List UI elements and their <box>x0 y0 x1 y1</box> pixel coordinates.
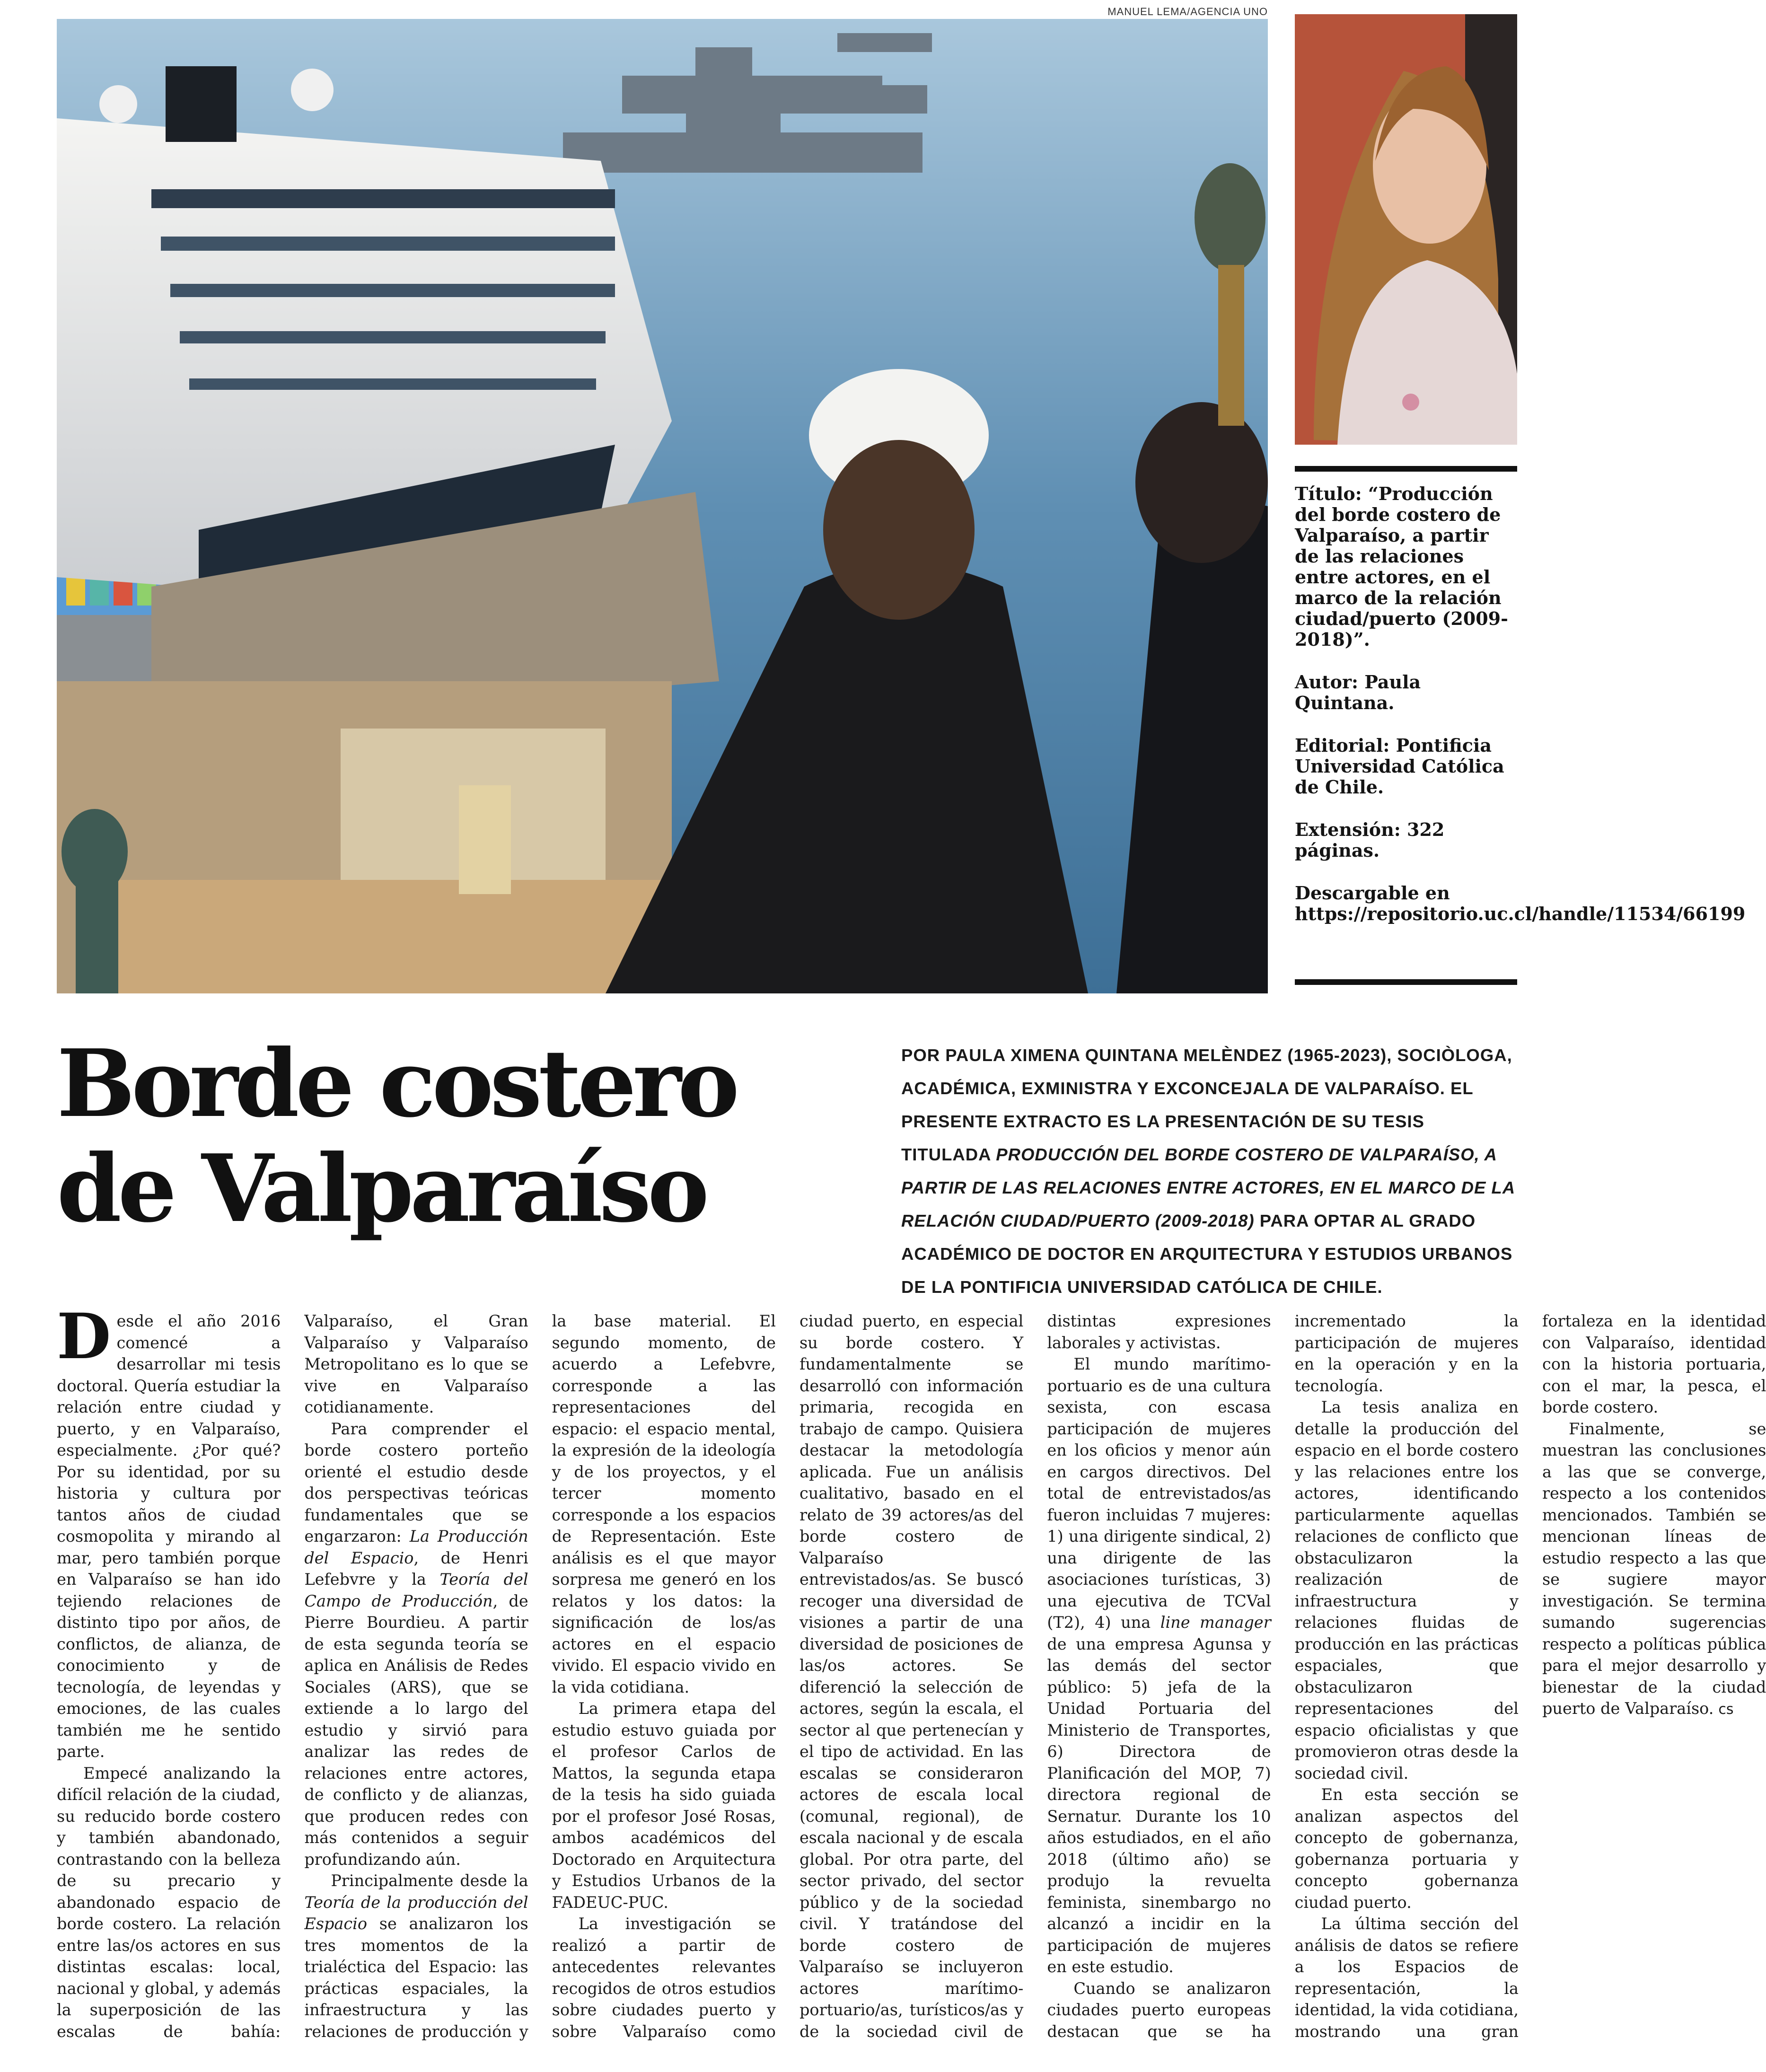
paragraph-1: Desde el año 2016 comencé a desarrollar mi tesis doctoral. Quería estudiar la relación entre ciudad y puerto, y en Valparaíso, especialmente. ¿Por qué? Por su identidad, por su historia y cultura por tantos años de ciudad cosmopolita y mirando al mar, pero también porque en Valparaíso se han ido tejiendo relaciones de distinto tipo por años, de conflictos, de alianza, de conocimiento y de tecnología, de leyendas y emociones, de las cuales también me he sentido parte. <box>57 1300 281 1761</box>
paragraph-4: Principalmente desde la Teoría de la producción del Espacio se analizaron los tres momentos de la trialéctica del Espacio: las prácticas espaciales, la infraestructura y las relaciones de producción y la base material. El segundo momento, de acuerdo a Lefebvre, corresponde a las representaciones del espacio: el espacio mental, la expresión de la ideología y de los proyectos, y el tercer momento corresponde a los espacios de Representación. Este análisis es el que mayor sorpresa me generó en los relatos y los datos: la significación de los/as actores en el espacio vivido. El espacio vivido en la vida cotidiana. <box>304 1312 776 2041</box>
author-portrait <box>1295 14 1517 445</box>
paragraph-5: La primera etapa del estudio estuvo guiada por el profesor Carlos de Mattos, la segunda etapa de la tesis ha sido guiada por el profesor José Rosas, ambos académicos del Doctorado en Arquitectura y Estudios Urbanos de la FADEUC-PUC. <box>552 1699 776 1912</box>
paragraph-9: La tesis analiza en detalle la producción del espacio en el borde costero y las relaciones entre los actores, identificando particularmente aquellas relaciones de conflicto que obstaculizaron la realización de infraestructura y relaciones fluidas de producción en las prácticas espaciales, que obstaculizaron representaciones del espacio oficialistas y que promovieron otras desde la sociedad civil. <box>1294 1398 1519 1782</box>
paragraph-12: Finalmente, se muestran las conclusiones a las que se converge, respecto a los contenidos mencionados. También se mencionan líneas de estudio respecto a las que se sugiere mayor investigación. Se termina sumando sugerencias respecto a políticas pública para el mejor desarrollo y bienestar de la ciudad puerto de Valparaíso. cs <box>1542 1419 1766 1718</box>
sidebar-bottom-rule <box>1295 979 1517 985</box>
headline-line-2: de Valparaíso <box>57 1134 706 1243</box>
photo-credit: MANUEL LEMA/AGENCIA UNO <box>1107 6 1268 18</box>
book-title: Título: “Producción del borde costero de Valparaíso, a partir de las relaciones entre actores, en el marco de la relación ciudad/puerto (2009-2018)”. <box>1295 483 1508 650</box>
intro-part-2: PARA OPTAR AL GRADO ACADÉMICO DE DOCTOR EN ARQUITECTURA Y ESTUDIOS URBANOS DE LA PONTIFICIA UNIVERSIDAD CATÓLICA DE CHILE. <box>901 1211 1513 1297</box>
book-length: Extensión: 322 páginas. <box>1295 819 1445 861</box>
book-author: Autor: Paula Quintana. <box>1295 671 1421 713</box>
paragraph-2: Empecé analizando la difícil relación de la ciudad, su reducido borde costero y también abandonado, contrastando con la belleza de su precario y abandonado espacio de borde costero. La relación entre las/os actores en sus distintas escalas: local, nacional y global, y además la superposición de las escalas de bahía: Valparaíso, el Gran Valparaíso y Valparaíso Metropolitano es lo que se vive en Valparaíso cotidianamente. <box>57 1312 528 2041</box>
portrait-illustration <box>1295 14 1517 445</box>
paragraph-8: Cuando se analizaron ciudades puerto europeas destacan que se ha incrementado la participación de mujeres en la operación y en la tecnología. <box>1047 1312 1519 2041</box>
article-body <box>57 1300 1766 2048</box>
headline-line-1: Borde costero <box>57 1029 736 1138</box>
book-info-sidebar <box>1295 483 1746 946</box>
sidebar-top-rule <box>1295 466 1517 472</box>
book-download-link[interactable]: Descargable en https://repositorio.uc.cl/handle/11534/66199 <box>1295 882 1746 924</box>
intro-thesis-title: PRODUCCIÓN DEL BORDE COSTERO DE VALPARAÍSO, A PARTIR DE LAS RELACIONES ENTRE ACTORES, EN EL MARCO DE LA RELACIÓN CIUDAD/PUERTO (2009-2018) <box>901 1145 1515 1230</box>
intro-part-1: POR PAULA XIMENA QUINTANA MELÈNDEZ (1965-2023), SOCIÒLOGA, ACADÉMICA, EXMINISTRA Y EXCONCEJALA DE VALPARAÍSO. EL PRESENTE EXTRACTO ES LA PRESENTACIÓN DE SU TESIS TITULADA <box>901 1045 1512 1164</box>
paragraph-3: Para comprender el borde costero porteño orienté el estudio desde dos perspectivas teóricas fundamentales que se engarzaron: La Producción del Espacio, de Henri Lefebvre y la Teoría del Campo de Producción, de Pierre Bourdieu. A partir de esta segunda teoría se aplica en Análisis de Redes Sociales (ARS), que se extiende a lo largo del estudio y sirvió para analizar las redes de relaciones entre actores, de conflicto y de alianzas, que producen redes con más contenidos a seguir profundizando aún. <box>304 1419 528 1869</box>
paragraph-7: El mundo marítimo-portuario es de una cultura sexista, con escasa participación de mujeres en los oficios y menor aún en cargos directivos. Del total de entrevistados/as fueron incluidas 7 mujeres: 1) una dirigente sindical, 2) una dirigente de las asociaciones turísticas, 3) una ejecutiva de TCVal (T2), 4) una line manager de una empresa Agunsa y las demás del sector público: 5) jefa de la Unidad Portuaria del Ministerio de Transportes, 6) Directora de Planificación del MOP, 7) directora regional de Sernatur. Durante los 10 años estudiados, en el año 2018 (último año) se produjo la revuelta feminista, sinembargo no alcanzó a incidir en la participación de mujeres en este estudio. <box>1047 1355 1271 1976</box>
drop-cap: D <box>57 1300 111 1373</box>
main-photo-valparaiso-port <box>57 19 1268 993</box>
headline <box>57 1031 870 1241</box>
paragraph-10: En esta sección se analizan aspectos del concepto de gobernanza, gobernanza portuaria y concepto gobernanza ciudad puerto. <box>1294 1785 1519 1912</box>
end-mark-icon: cs <box>1718 1701 1734 1718</box>
port-scene-illustration <box>57 19 1268 993</box>
paragraph-6: La investigación se realizó a partir de antecedentes relevantes recogidos de otros estudios sobre ciudades puerto y sobre Valparaíso como ciudad puerto, en especial su borde costero. Y fundamentalmente se desarrolló con información primaria, recogida en trabajo de campo. Quisiera destacar la metodología aplicada. Fue un análisis cualitativo, basado en el relato de 39 actores/as del borde costero de Valparaíso entrevistados/as. Se buscó recoger una diversidad de visiones a partir de una diversidad de posiciones de las/os actores. Se diferenció la selección de actores, según la escala, el sector al que pertenecían y el tipo de actividad. En las escalas se consideraron actores de escala local (comunal, regional), de escala nacional y de escala global. Por otra parte, del sector privado, del sector público y de la sociedad civil. Y tratándose del borde costero de Valparaíso se incluyeron actores marítimo-portuario/as, turísticos/as y de la sociedad civil de distintas expresiones laborales y activistas. <box>552 1312 1271 2041</box>
paragraph-11: La última sección del análisis de datos se refiere a los Espacios de representación, la identidad, la vida cotidiana, mostrando una gran fortaleza en la identidad con Valparaíso, identidad con la historia portuaria, con el mar, la pesca, el borde costero. <box>1294 1312 1766 2041</box>
book-publisher: Editorial: Pontificia Universidad Católica de Chile. <box>1295 735 1504 798</box>
intro-byline <box>901 1039 1516 1304</box>
